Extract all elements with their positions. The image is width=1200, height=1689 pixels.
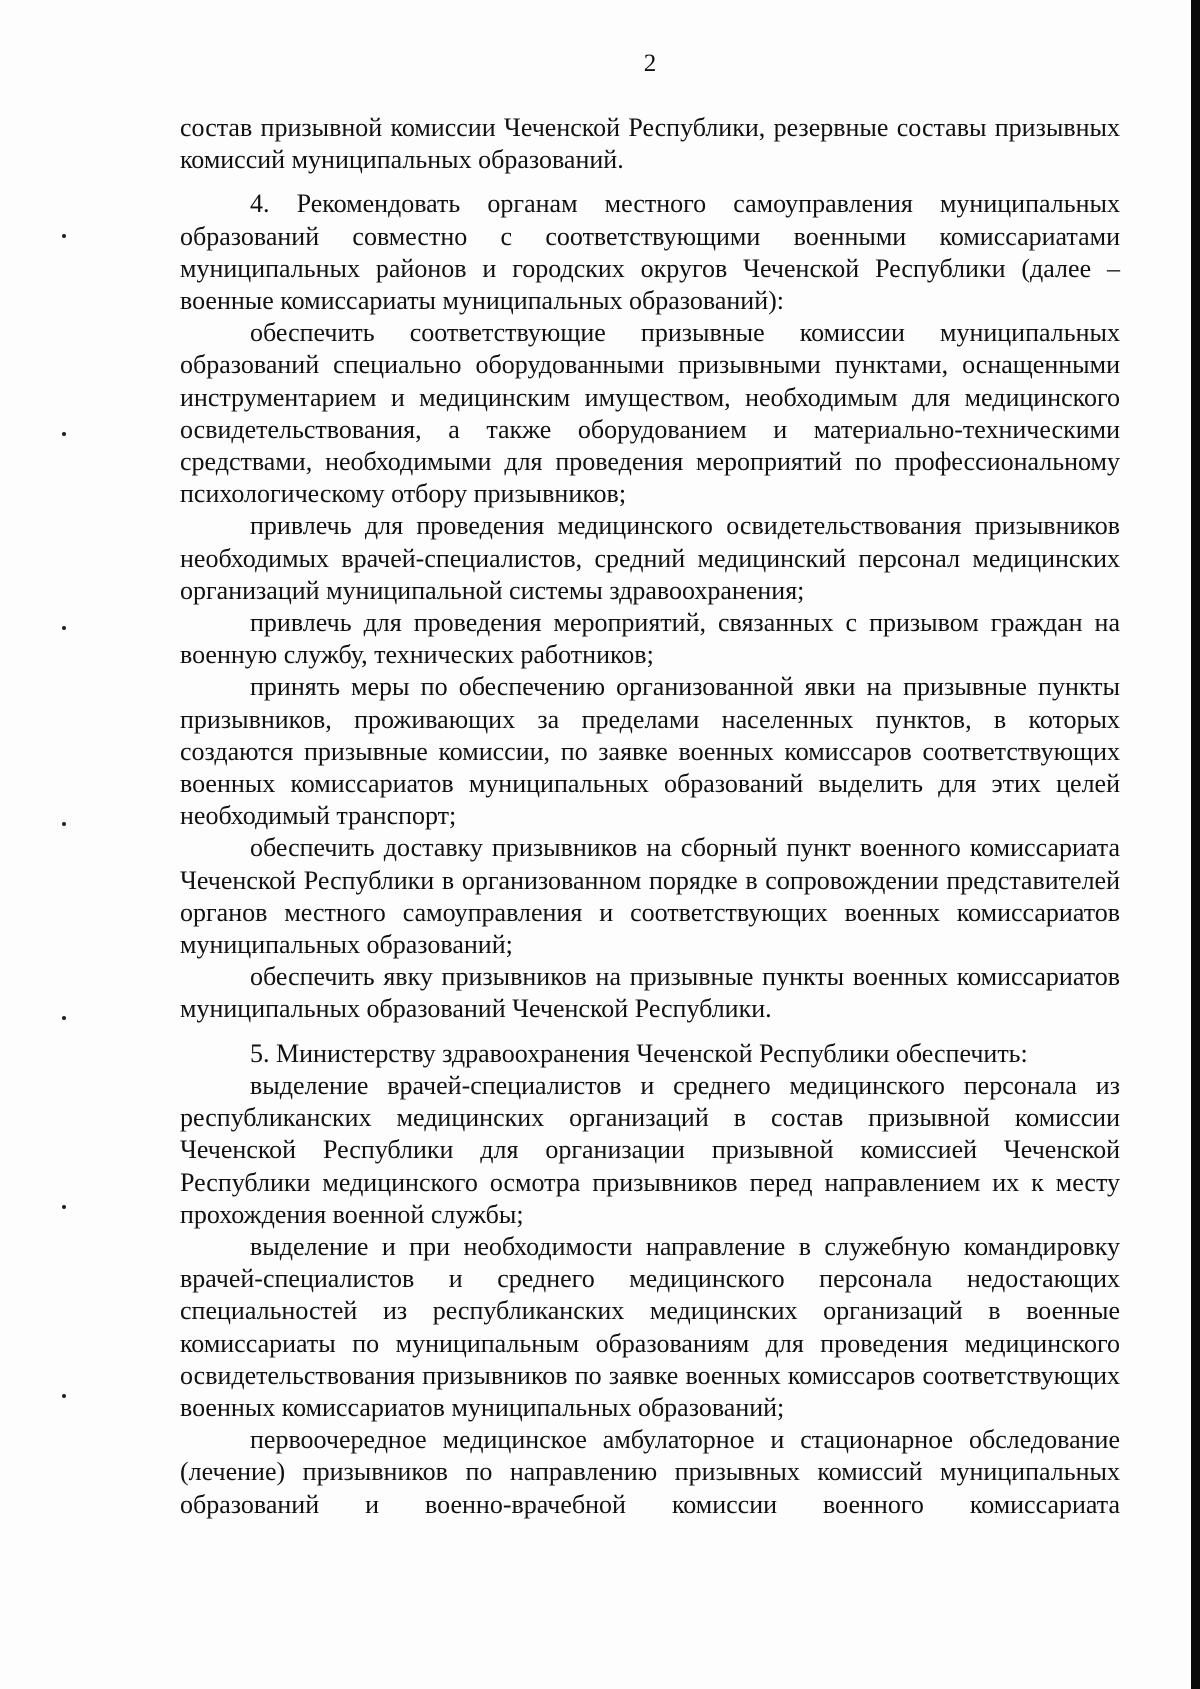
paragraph-continuation: состав призывной комиссии Чеченской Республики, резервные составы призывных комиссий муниципальных образований. (180, 113, 1120, 175)
paragraph-subitem: обеспечить доставку призывников на сборный пункт военного комиссариата Чеченской Республики в организованном порядке в сопровождении представителей органов местного самоуправления и соответствующих военных комиссариатов муниципальных образований; (180, 833, 1120, 960)
margin-dot (62, 432, 66, 436)
document-body (180, 112, 1120, 1521)
margin-dot (62, 234, 66, 238)
paragraph-item-5: 5. Министерству здравоохранения Чеченской Республики обеспечить: (250, 1038, 1028, 1068)
paragraph-subitem: выделение врачей-специалистов и среднего медицинского персонала из республиканских медицинских организаций в состав призывной комиссии Чеченской Республики для организации призывной комиссией Чеченской Республики медицинского осмотра призывников перед направлением их к месту прохождения военной службы; (180, 1070, 1120, 1229)
paragraph-subitem: первоочередное медицинское амбулаторное и стационарное обследование (лечение) призывников по направлению призывных комиссий муниципальных образований и военно-врачебной комиссии военного комиссариата (180, 1425, 1120, 1519)
paragraph-subitem: обеспечить соответствующие призывные комиссии муниципальных образований специально оборудованными призывными пунктами, оснащенными инструментарием и медицинским имуществом, необходимым для медицинского освидетельствования, а также оборудованием и материально-техническими средствами, необходимыми для проведения мероприятий по профессиональному психологическому отбору призывников; (180, 318, 1120, 509)
margin-dot (62, 1394, 66, 1398)
margin-dot (62, 1205, 66, 1209)
paragraph-subitem: принять меры по обеспечению организованной явки на призывные пункты призывников, проживающих за пределами населенных пунктов, в которых создаются призывные комиссии, по заявке военных комиссаров соответствующих военных комиссариатов муниципальных образований выделить для этих целей необходимый транспорт; (180, 672, 1120, 831)
page-number: 2 (643, 50, 657, 77)
paragraph-subitem: выделение и при необходимости направление в служебную командировку врачей-специалистов и среднего медицинского персонала недостающих специальностей из республиканских медицинских организаций в военные комиссариаты по муниципальным образованиям для проведения медицинского освидетельствования призывников по заявке военных комиссаров соответствующих военных комиссариатов муниципальных образований; (180, 1231, 1120, 1422)
paragraph-subitem: привлечь для проведения мероприятий, связанных с призывом граждан на военную службу, технических работников; (180, 608, 1120, 670)
margin-dot (62, 822, 66, 826)
paragraph-subitem: привлечь для проведения медицинского освидетельствования призывников необходимых врачей-специалистов, средний медицинский персонал медицинских организаций муниципальной системы здравоохранения; (180, 511, 1120, 605)
paragraph-subitem: обеспечить явку призывников на призывные пункты военных комиссариатов муниципальных образований Чеченской Республики. (180, 962, 1120, 1024)
scan-edge-shadow (1191, 0, 1200, 1689)
margin-dot (62, 1016, 66, 1020)
margin-dot (62, 626, 66, 630)
paragraph-item-4: 4. Рекомендовать органам местного самоуправления муниципальных образований совместно с соответствующими военными комиссариатами муниципальных районов и городских округов Чеченской Республики (далее – военные комиссариаты муниципальных образований): (180, 189, 1120, 316)
